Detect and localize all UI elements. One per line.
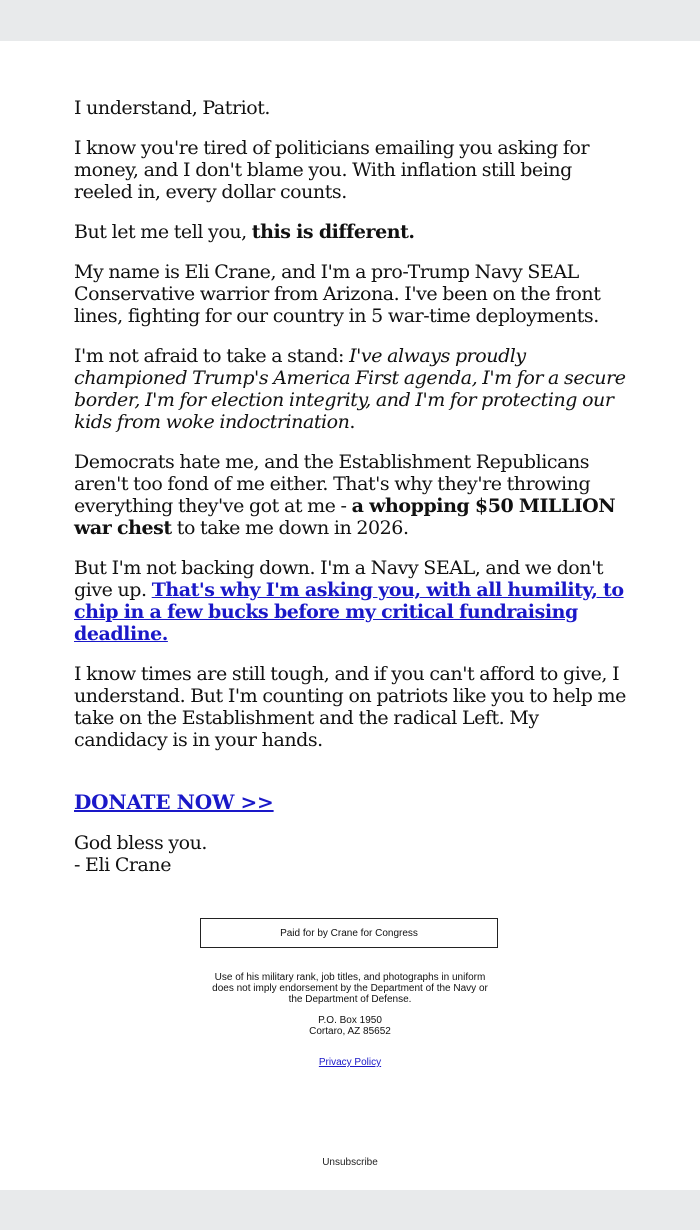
paragraph-2 — [74, 221, 634, 243]
paragraph-2-bold: this is different. — [251, 221, 415, 243]
mailing-address — [0, 1015, 700, 1037]
paragraph-4-end: . — [349, 411, 355, 433]
paragraph-4 — [74, 345, 634, 433]
paragraph-2-text: But let me tell you, — [74, 221, 252, 243]
chip-in-link[interactable]: That's why I'm asking you, with all humility, to chip in a few bucks before my critical fundraising deadline. — [74, 579, 624, 645]
top-bar — [0, 0, 700, 41]
paid-for-box: Paid for by Crane for Congress — [200, 918, 498, 948]
bottom-bar — [0, 1190, 700, 1230]
unsubscribe-link[interactable]: Unsubscribe — [322, 1157, 378, 1168]
paragraph-5-text: Democrats hate me, and the Establishment Republicans aren't too fond of me either. That's why they're throwing everything they've got at me - — [74, 451, 591, 517]
donate-section — [74, 791, 634, 814]
disclaimer — [0, 972, 700, 1005]
privacy-policy-link[interactable]: Privacy Policy — [318, 1057, 382, 1068]
address-line-2: Cortaro, AZ 85652 — [309, 1026, 391, 1037]
signoff-line-1: God bless you. — [74, 832, 207, 854]
address-line-1: P.O. Box 1950 — [318, 1015, 382, 1026]
signoff — [74, 832, 634, 876]
paragraph-5-end: to take me down in 2026. — [171, 517, 409, 539]
paragraph-6 — [74, 557, 634, 645]
paragraph-1: I know you're tired of politicians emailing you asking for money, and I don't blame you. With inflation still being reeled in, every dollar counts. — [74, 137, 590, 203]
signoff-line-2: - Eli Crane — [74, 854, 172, 876]
paragraph-3: My name is Eli Crane, and I'm a pro-Trump Navy SEAL Conservative warrior from Arizona. I've been on the front lines, fighting for our country in 5 war-time deployments. — [74, 261, 601, 327]
paragraph-6-text: But I'm not backing down. I'm a Navy SEAL, and we don't give up. — [74, 557, 604, 601]
paragraph-4-text: I'm not afraid to take a stand: — [74, 345, 350, 367]
paragraph-5 — [74, 451, 634, 539]
privacy-section — [0, 1057, 700, 1068]
greeting: I understand, Patriot. — [74, 97, 270, 119]
disclaimer-text: Use of his military rank, job titles, and photographs in uniform does not imply endorsement by the Department of the Navy or the Department of Defense. — [212, 972, 488, 1005]
email-content — [74, 97, 634, 894]
paragraph-4-italic: I've always proudly championed Trump's America First agenda, I'm for a secure border, I'm for election integrity, and I'm for protecting our kids from woke indoctrination — [74, 345, 626, 433]
unsubscribe-section — [0, 1157, 700, 1168]
email-body — [0, 41, 700, 1190]
paragraph-7: I know times are still tough, and if you can't afford to give, I understand. But I'm counting on patriots like you to help me take on the Establishment and the radical Left. My candidacy is in your hands. — [74, 663, 626, 751]
paragraph-5-bold: a whopping $50 MILLION war chest — [74, 495, 616, 539]
donate-now-link[interactable]: DONATE NOW >> — [74, 790, 274, 814]
